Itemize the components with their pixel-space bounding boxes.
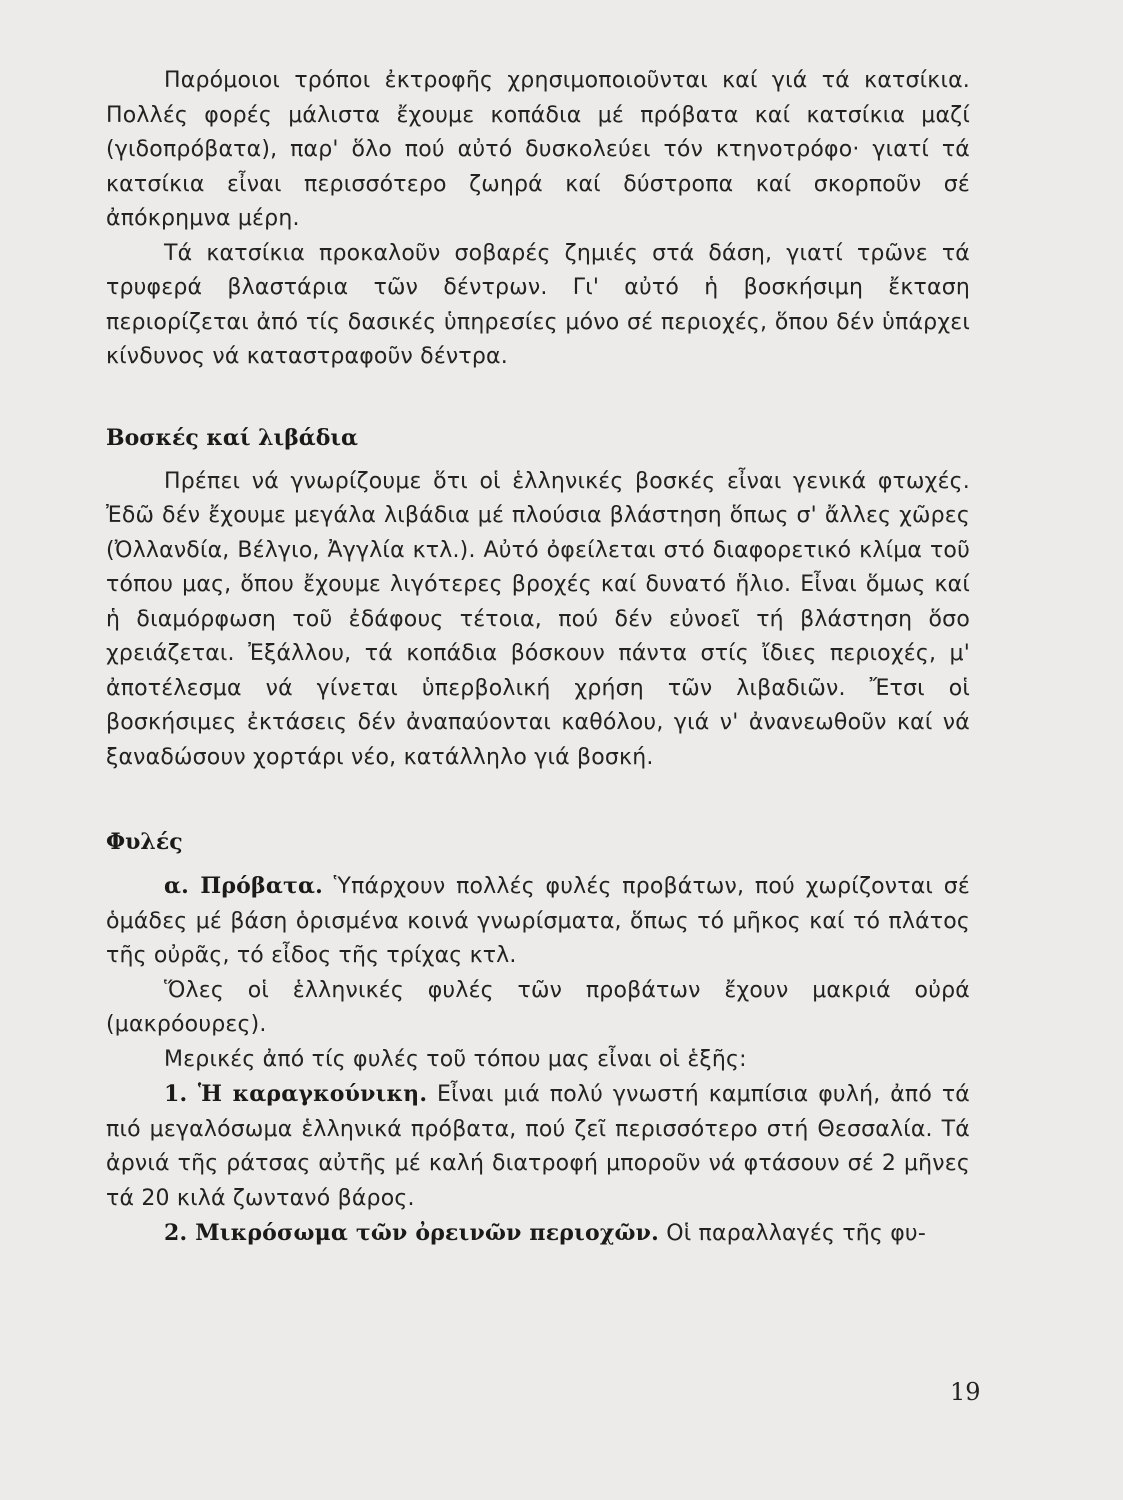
paragraph-tails: Ὅλες οἱ ἑλληνικές φυλές τῶν προβάτων ἔχουν μακριά οὐρά (μακρόουρες). — [106, 977, 970, 1037]
page-body — [106, 64, 970, 1252]
paragraph-sheep — [106, 869, 970, 974]
item1-lead: 1. Ἡ καραγκούνικη. — [164, 1081, 428, 1107]
item1-text: Εἶναι μιά πολύ γνωστή καμπίσια φυλή, ἀπό τά πιό μεγαλόσωμα ἑλληνικά πρόβατα, πού ζεῖ περισσότερο στή Θεσσαλία. Τά ἀρνιά τῆς ράτσας αὐτῆς μέ καλή διατροφή μποροῦν νά φτάσουν σέ 2 μῆνες τά 20 κιλά ζωντανό βάρος. — [106, 1082, 970, 1211]
paragraph-goats-rearing: Παρόμοιοι τρόποι ἐκτροφῆς χρησιμοποιοῦνται καί γιά τά κατσίκια. Πολλές φορές μάλιστα ἔχουμε κοπάδια μέ πρόβατα καί κατσίκια μαζί (γιδοπρόβατα), παρ' ὅλο πού αὐτό δυσκολεύει τόν κτηνοτρόφο· γιατί τά κατσίκια εἶναι περισσότερο ζωηρά καί δύστροπα καί σκορποῦν σέ ἀπόκρημνα μέρη. — [106, 68, 970, 231]
list-item-karagouniki — [106, 1077, 970, 1216]
item2-text: Οἱ παραλλαγές τῆς φυ- — [666, 1221, 926, 1246]
paragraph-goats-damage: Τά κατσίκια προκαλοῦν σοβαρές ζημιές στά δάση, γιατί τρῶνε τά τρυφερά βλαστάρια τῶν δέντρων. Γι' αὐτό ἡ βοσκήσιμη ἔκταση περιορίζεται ἀπό τίς δασικές ὑπηρεσίες μόνο σέ περιοχές, ὅπου δέν ὑπάρχει κίνδυνος νά καταστραφοῦν δέντρα. — [106, 240, 970, 369]
sheep-text: Ὑπάρχουν πολλές φυλές προβάτων, πού χωρίζονται σέ ὁμάδες μέ βάση ὁρισμένα κοινά γνωρίσματα, ὅπως τό μῆκος καί τό πλάτος τῆς οὐρᾶς, τό εἶδος τῆς τρίχας κτλ. — [106, 874, 970, 968]
section-heading-breeds: Φυλές — [106, 829, 183, 855]
sheep-lead: α. Πρόβατα. — [164, 873, 323, 899]
item2-lead: 2. Μικρόσωμα τῶν ὀρεινῶν περιοχῶν. — [164, 1220, 659, 1246]
paragraph-grazing: Πρέπει νά γνωρίζουμε ὅτι οἱ ἑλληνικές βοσκές εἶναι γενικά φτωχές. Ἐδῶ δέν ἔχουμε μεγάλα λιβάδια μέ πλούσια βλάστηση ὅπως σ' ἄλλες χῶρες (Ὀλλανδία, Βέλγιο, Ἀγγλία κτλ.). Αὐτό ὀφείλεται στό διαφορετικό κλίμα τοῦ τόπου μας, ὅπου ἔχουμε λιγότερες βροχές καί δυνατό ἥλιο. Εἶναι ὅμως καί ἡ διαμόρφωση τοῦ ἐδάφους τέτοια, πού δέν εὐνοεῖ τή βλάστηση ὅσο χρειάζεται. Ἐξάλλου, τά κοπάδια βόσκουν πάντα στίς ἴδιες περιοχές, μ' ἀποτέλεσμα νά γίνεται ὑπερβολική χρήση τῶν λιβαδιῶν. Ἔτσι οἱ βοσκήσιμες ἐκτάσεις δέν ἀναπαύονται καθόλου, γιά ν' ἀνανεωθοῦν καί νά ξαναδώσουν χορτάρι νέο, κατάλληλο γιά βοσκή. — [106, 468, 970, 770]
page-number: 19 — [950, 1378, 981, 1406]
paragraph-some-breeds: Μερικές ἀπό τίς φυλές τοῦ τόπου μας εἶναι οἱ ἑξῆς: — [164, 1046, 747, 1072]
section-heading-grazing: Βοσκές καί λιβάδια — [106, 424, 358, 451]
list-item-mountain — [106, 1216, 970, 1252]
